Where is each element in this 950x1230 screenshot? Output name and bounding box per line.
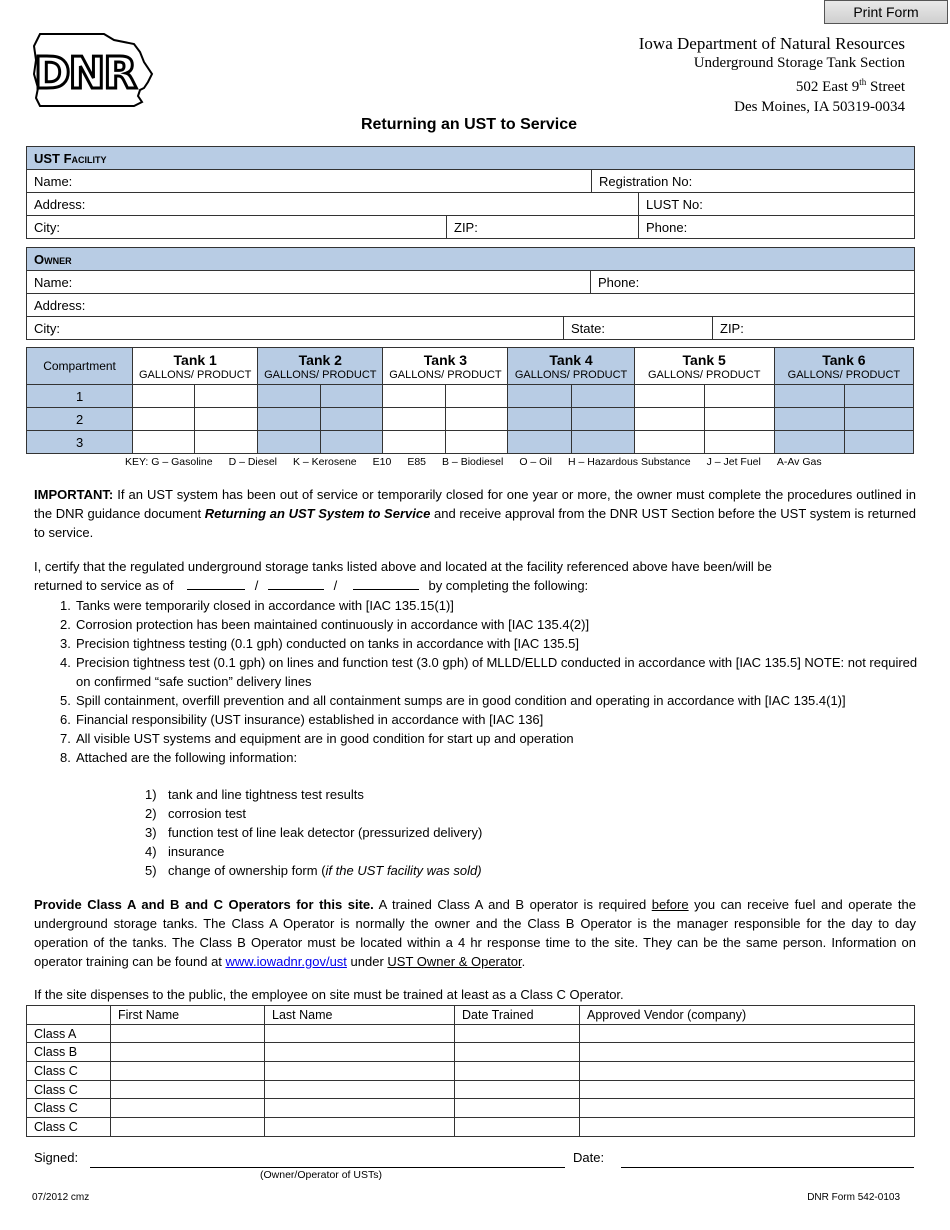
facility-name-field[interactable]: Name: [27,170,592,193]
list-item: 7. All visible UST systems and equipment are in good condition for start up and operation [60,731,574,746]
col-first-name: First Name [111,1006,265,1025]
list-item: 3) function test of line leak detector (pressurized delivery) [145,825,483,840]
return-date-day[interactable] [268,589,324,590]
facility-phone-field[interactable]: Phone: [639,216,915,239]
owner-city-field[interactable]: City: [27,317,564,340]
list-item: 8. Attached are the following information: [60,750,298,765]
tank-5-header: Tank 5 GALLONS/ PRODUCT [634,348,774,385]
table-row: Class C [27,1099,915,1118]
print-form-button[interactable]: Print Form [824,0,948,24]
tank-2-header: Tank 2 GALLONS/ PRODUCT [258,348,383,385]
list-item: 2) corrosion test [145,806,247,821]
operators-table [26,1005,915,1137]
table-row: Class A [27,1024,915,1043]
table-row: Class C [27,1118,915,1137]
col-last-name: Last Name [265,1006,455,1025]
list-item: 4) insurance [145,844,225,859]
product-key: KEY: G – Gasoline D – Diesel K – Kerosene E10 E85 B – Biodiesel O – Oil H – Hazardous Substance J – Jet Fuel A-Av Gas [125,456,822,468]
facility-address-field[interactable]: Address: [27,193,639,216]
owner-header: Owner [27,248,915,271]
dnr-logo [30,30,155,110]
important-paragraph: IMPORTANT: If an UST system has been out of service or temporarily closed for one year or more, the owner must complete the procedures outlined in the DNR guidance document Returning an UST System to Service and receive approval from the DNR UST Section before the UST system is returned to service. [34,487,916,540]
table-row: Class C [27,1062,915,1081]
date-label: Date: [573,1150,605,1165]
compartment-header: Compartment [27,348,133,385]
facility-zip-field[interactable]: ZIP: [447,216,639,239]
list-item: 5. Spill containment, overfill prevention and all containment sumps are in good condition and operating in accordance with [IAC 135.4(1)] [60,693,846,708]
col-vendor: Approved Vendor (company) [580,1006,915,1025]
owner-address-field[interactable]: Address: [27,294,915,317]
return-date-year[interactable] [353,589,419,590]
owner-name-field[interactable]: Name: [27,271,591,294]
signer-note: (Owner/Operator of USTs) [260,1169,382,1181]
date-line[interactable] [621,1167,914,1168]
owner-zip-field[interactable]: ZIP: [713,317,915,340]
attachments-list [145,785,482,880]
facility-table [26,146,915,239]
owner-state-field[interactable]: State: [564,317,713,340]
iowadnr-link[interactable]: www.iowadnr.gov/ust [225,954,347,969]
tank-1-header: Tank 1 GALLONS/ PRODUCT [133,348,258,385]
footer-left: 07/2012 cmz [32,1192,90,1203]
owner-operator-link[interactable]: UST Owner & Operator [387,954,522,969]
list-item: 5) change of ownership form (if the UST facility was sold) [145,863,482,878]
list-item: 6. Financial responsibility (UST insurance) established in accordance with [IAC 136] [60,712,544,727]
return-date-month[interactable] [187,589,245,590]
list-item: 1) tank and line tightness test results [145,787,364,802]
compartment-row-2: 2 [27,408,914,431]
agency-address [639,34,905,117]
signature-line[interactable] [90,1167,565,1168]
signed-label: Signed: [34,1150,79,1165]
public-note: If the site dispenses to the public, the employee on site must be trained at least as a Class C Operator. [34,987,624,1002]
agency-section: Underground Storage Tank Section [693,54,905,71]
footer-right: DNR Form 542-0103 [807,1192,900,1203]
agency-name: Iowa Department of Natural Resources [638,34,905,53]
page-title: Returning an UST to Service [360,116,578,133]
facility-lust-field[interactable]: LUST No: [639,193,915,216]
facility-header: UST Facility [27,147,915,170]
list-item: 3. Precision tightness testing (0.1 gph) conducted on tanks in accordance with [IAC 135.5] [60,636,579,651]
agency-city: Des Moines, IA 50319-0034 [734,98,905,115]
owner-phone-field[interactable]: Phone: [591,271,915,294]
agency-street: 502 East 9th Street [795,77,905,95]
tank-6-header: Tank 6 GALLONS/ PRODUCT [774,348,913,385]
list-item: 2. Corrosion protection has been maintained continuously in accordance with [IAC 135.4(2)] [60,617,590,632]
tank-4-header: Tank 4 GALLONS/ PRODUCT [508,348,634,385]
tank-3-header: Tank 3 GALLONS/ PRODUCT [383,348,508,385]
list-item: 4. Precision tightness test (0.1 gph) on lines and function test (3.0 gph) of MLLD/ELLD conducted in accordance with [IAC 135.5] NOTE: not required on confirmed “safe suction” delivery lines [60,655,918,689]
facility-registration-field[interactable]: Registration No: [592,170,915,193]
tank-table [26,347,914,454]
operators-paragraph: Provide Class A and B and C Operators for this site. A trained Class A and B operator is required before you can receive fuel and operate the underground storage tanks. The Class A Operator is normally the owner and the Class B Operator is the manager responsible for the day to day operation of the tanks. The Class B Operator must be located within a 4 hr response time to the site. They can be the same person. Information on operator training can be found at www.iowadnr.gov/ust under UST Owner & Operator. [34,897,916,969]
list-item: 1. Tanks were temporarily closed in accordance with [IAC 135.15(1)] [60,598,454,613]
steps-list [60,596,920,767]
owner-table [26,247,915,340]
compartment-row-1: 1 [27,385,914,408]
logo-text: DNR [34,48,136,99]
col-date-trained: Date Trained [455,1006,580,1025]
compartment-row-3: 3 [27,431,914,454]
facility-city-field[interactable]: City: [27,216,447,239]
table-row: Class C [27,1080,915,1099]
certify-paragraph: I, certify that the regulated underground storage tanks listed above and located at the facility referenced above have been/will be returned to service as of / / by completing the following: [34,559,772,593]
table-row: Class B [27,1043,915,1062]
